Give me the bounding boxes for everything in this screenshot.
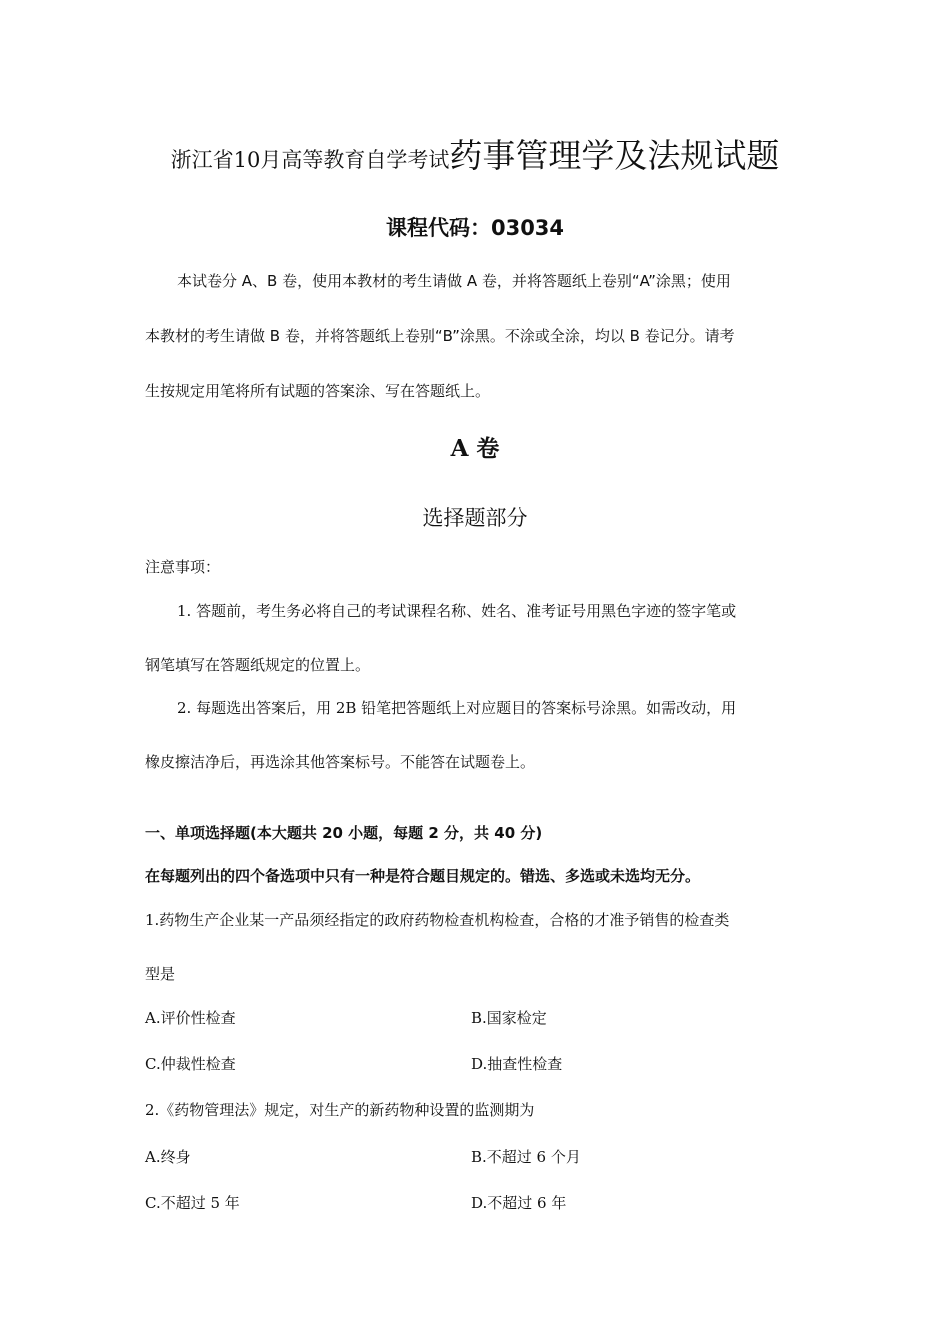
course-code: 课程代码：03034 — [385, 216, 565, 240]
question-1-stem-line-1: 1.药物生产企业某一产品须经指定的政府药物检查机构检查，合格的才准予销售的检查类 — [145, 911, 730, 929]
question-1-option-a: A.评价性检查 — [145, 1009, 236, 1027]
intro-line-3: 生按规定用笔将所有试题的答案涂、写在答题纸上。 — [145, 382, 491, 400]
question-2-option-c: C.不超过 5 年 — [145, 1194, 240, 1212]
question-1-option-d: D.抽查性检查 — [471, 1055, 563, 1073]
intro-line-2: 本教材的考生请做 B 卷，并将答题纸上卷别“B”涂黑。不涂或全涂，均以 B 卷记分。请考 — [145, 327, 735, 345]
title-prefix: 浙江省10月高等教育自学考试 — [170, 148, 450, 172]
volume-label: A 卷 — [450, 435, 500, 462]
question-1-option-c: C.仲裁性检查 — [145, 1055, 236, 1073]
note-1-line-1: 1. 答题前，考生务必将自己的考试课程名称、姓名、准考证号用黑色字迹的签字笔或 — [177, 602, 737, 620]
question-1-option-b: B.国家检定 — [471, 1009, 547, 1027]
note-2-line-2: 橡皮擦洁净后，再选涂其他答案标号。不能答在试题卷上。 — [145, 753, 536, 771]
part1-instruction: 在每题列出的四个备选项中只有一种是符合题目规定的。错选、多选或未选均无分。 — [145, 867, 701, 885]
question-2-option-b: B.不超过 6 个月 — [471, 1148, 581, 1166]
title-main: 药事管理学及法规试题 — [449, 136, 780, 175]
question-2-option-a: A.终身 — [145, 1148, 191, 1166]
note-2-line-1: 2. 每题选出答案后，用 2B 铅笔把答题纸上对应题目的答案标号涂黑。如需改动，用 — [177, 699, 737, 717]
section-title: 选择题部分 — [422, 506, 528, 530]
notes-heading: 注意事项： — [145, 558, 221, 576]
intro-line-1: 本试卷分 A、B 卷，使用本教材的考生请做 A 卷，并将答题纸上卷别“A”涂黑；使用 — [177, 272, 731, 290]
question-2-stem: 2.《药物管理法》规定，对生产的新药物种设置的监测期为 — [145, 1101, 535, 1119]
question-1-stem-line-2: 型是 — [145, 965, 176, 983]
question-2-option-d: D.不超过 6 年 — [471, 1194, 567, 1212]
document-title — [0, 130, 950, 177]
part1-heading: 一、单项选择题(本大题共 20 小题，每题 2 分，共 40 分) — [145, 824, 543, 842]
note-1-line-2: 钢笔填写在答题纸规定的位置上。 — [145, 656, 371, 674]
